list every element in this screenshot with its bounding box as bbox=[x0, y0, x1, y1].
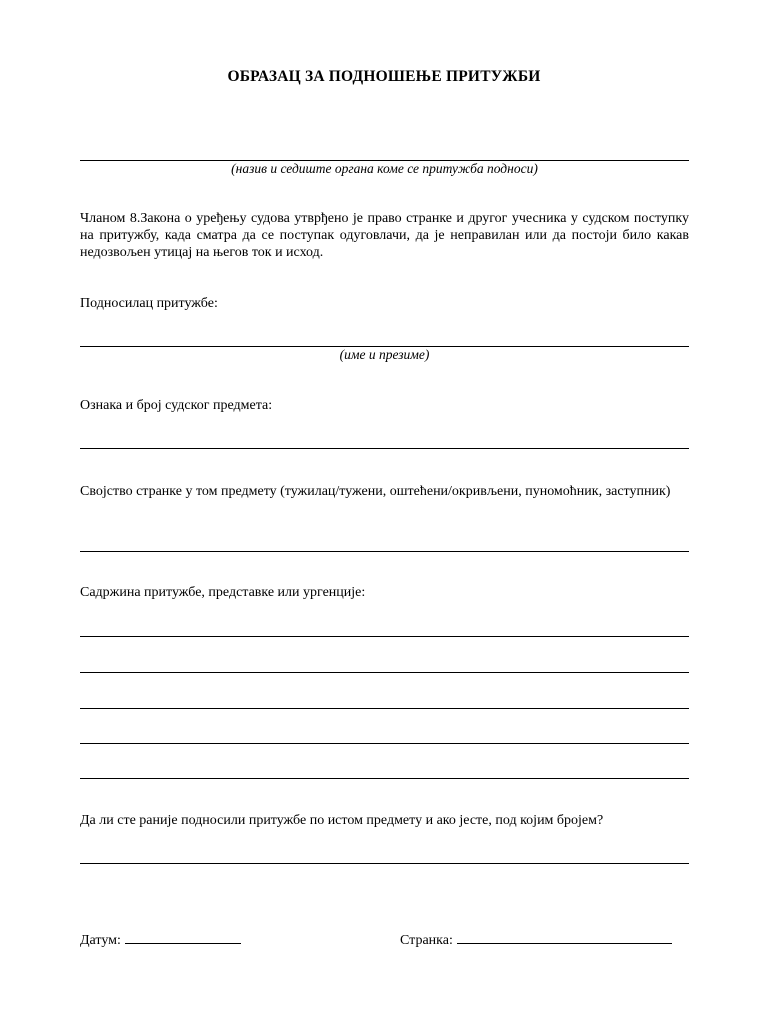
previous-complaints-label: Да ли сте раније подносили притужбе по истом предмету и ако јесте, под којим бројем? bbox=[80, 813, 604, 828]
complaint-content-line[interactable] bbox=[80, 672, 689, 673]
complaint-content-line[interactable] bbox=[80, 743, 689, 744]
form-title: ОБРАЗАЦ ЗА ПОДНОШЕЊЕ ПРИТУЖБИ bbox=[227, 68, 541, 85]
complaint-content-line[interactable] bbox=[80, 778, 689, 779]
previous-complaints-line[interactable] bbox=[80, 863, 689, 864]
party-signature-field bbox=[400, 931, 672, 949]
applicant-label: Подносилац притужбе: bbox=[80, 296, 218, 311]
case-number-line[interactable] bbox=[80, 448, 689, 449]
date-field bbox=[80, 931, 241, 949]
party-signature-blank[interactable] bbox=[457, 931, 672, 944]
name-caption: (име и презиме) bbox=[339, 347, 430, 362]
intro-paragraph: Чланом 8.Закона о уређењу судова утврђено је право странке и другог учесника у судском поступку на притужбу, када сматра да се поступак одуговлачи, да је неправилан или да постоји било какав недозвољен утицај на његов ток и исход. bbox=[80, 211, 689, 260]
organ-caption: (назив и седиште органа коме се притужба подноси) bbox=[231, 161, 538, 176]
complaint-content-label: Садржина притужбе, представке или ургенције: bbox=[80, 585, 366, 600]
case-number-label: Ознака и број судског предмета: bbox=[80, 398, 273, 413]
party-role-label: Својство странке у том предмету (тужилац/тужени, оштећени/окривљени, пуномоћник, заступник) bbox=[80, 484, 671, 499]
date-blank[interactable] bbox=[125, 931, 241, 944]
party-label: Странка: bbox=[400, 933, 453, 948]
party-role-line[interactable] bbox=[80, 551, 689, 552]
date-label: Датум: bbox=[80, 933, 121, 948]
complaint-content-line[interactable] bbox=[80, 636, 689, 637]
complaint-content-line[interactable] bbox=[80, 708, 689, 709]
